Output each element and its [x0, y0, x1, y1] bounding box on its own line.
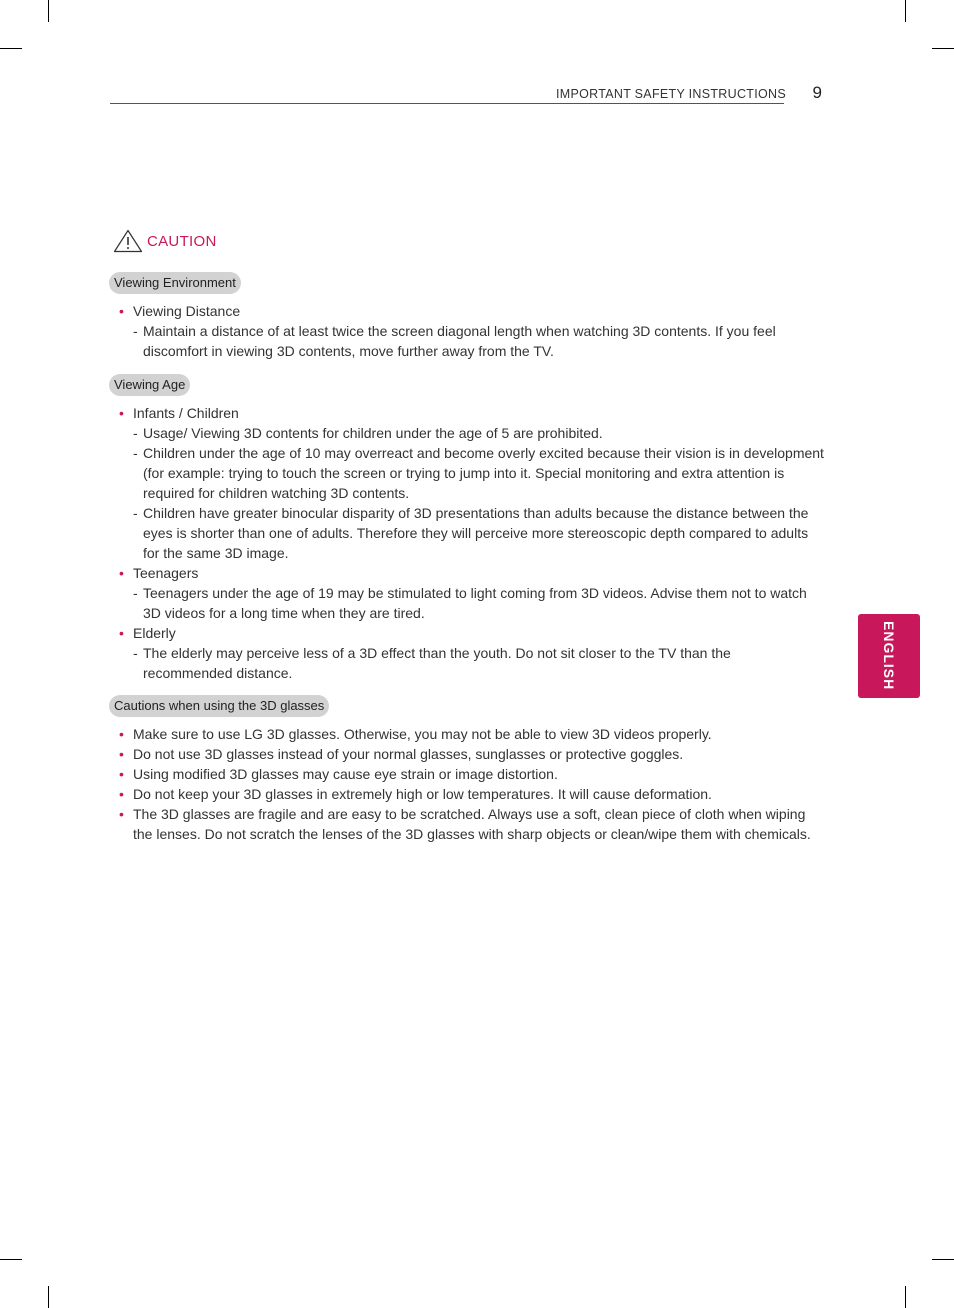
crop-mark	[905, 0, 906, 22]
dash-icon: -	[133, 645, 138, 661]
sub-item-text: Children under the age of 10 may overreact and become overly excited because their vision is in development (for example: trying to touch the screen or trying to jump into it. Special monitoring and extra attention is required for children watching 3D contents.	[143, 445, 824, 501]
sub-item-text: Children have greater binocular disparity of 3D presentations than adults because the distance between the eyes is shorter than one of adults. Therefore they will perceive more stereoscopic depth compared to adults for the same 3D image.	[143, 505, 809, 561]
bullet-icon: •	[119, 806, 124, 822]
list-item-label: Make sure to use LG 3D glasses. Otherwise, you may not be able to view 3D videos properly.	[133, 726, 712, 742]
dash-icon: -	[133, 445, 138, 461]
list-item	[119, 623, 824, 643]
dash-icon: -	[133, 585, 138, 601]
caution-heading	[113, 228, 217, 254]
list-item	[119, 804, 824, 844]
dash-icon: -	[133, 505, 138, 521]
crop-mark	[0, 1259, 22, 1260]
warning-triangle-icon	[113, 229, 143, 253]
list-item	[119, 724, 824, 744]
list-item	[119, 301, 824, 321]
list-item-label: Viewing Distance	[133, 303, 241, 319]
list-item-label: Teenagers	[133, 565, 199, 581]
section-heading-viewing-age: Viewing Age	[109, 374, 190, 396]
header-rule	[110, 103, 784, 104]
bullet-icon: •	[119, 405, 124, 421]
list-item	[119, 563, 824, 583]
caution-label: CAUTION	[147, 232, 217, 250]
bullet-icon: •	[119, 726, 124, 742]
list-item	[119, 764, 824, 784]
crop-mark	[932, 48, 954, 49]
bullet-icon: •	[119, 303, 124, 319]
sub-item	[119, 503, 824, 563]
bullet-icon: •	[119, 786, 124, 802]
section-heading-viewing-environment: Viewing Environment	[109, 272, 241, 294]
list-item	[119, 403, 824, 423]
crop-mark	[48, 1286, 49, 1308]
section-viewing-environment	[119, 301, 824, 361]
sub-item	[119, 643, 824, 683]
crop-mark	[905, 1286, 906, 1308]
sub-item	[119, 443, 824, 503]
crop-mark	[932, 1259, 954, 1260]
header-title: IMPORTANT SAFETY INSTRUCTIONS	[555, 87, 786, 101]
sub-item-text: Usage/ Viewing 3D contents for children under the age of 5 are prohibited.	[143, 425, 603, 441]
page-number: 9	[812, 83, 822, 102]
sub-item	[119, 423, 824, 443]
bullet-icon: •	[119, 746, 124, 762]
language-tab	[858, 614, 920, 698]
sub-item-text: Teenagers under the age of 19 may be stimulated to light coming from 3D videos. Advise them not to watch 3D videos for a long time when they are tired.	[143, 585, 807, 621]
bullet-icon: •	[119, 625, 124, 641]
bullet-icon: •	[119, 565, 124, 581]
sub-item	[119, 583, 824, 623]
sub-item-text: The elderly may perceive less of a 3D effect than the youth. Do not sit closer to the TV than the recommended distance.	[143, 645, 731, 681]
list-item-label: Using modified 3D glasses may cause eye strain or image distortion.	[133, 766, 558, 782]
dash-icon: -	[133, 425, 138, 441]
language-tab-label: ENGLISH	[881, 621, 897, 691]
crop-mark	[0, 48, 22, 49]
list-item-label: Elderly	[133, 625, 176, 641]
list-item-label: Infants / Children	[133, 405, 239, 421]
sub-item-text: Maintain a distance of at least twice the screen diagonal length when watching 3D contents. If you feel discomfort in viewing 3D contents, move further away from the TV.	[143, 323, 776, 359]
section-heading-3d-glasses: Cautions when using the 3D glasses	[109, 695, 329, 717]
dash-icon: -	[133, 323, 138, 339]
page-header	[110, 84, 822, 106]
section-3d-glasses	[119, 724, 824, 844]
crop-mark	[48, 0, 49, 22]
section-viewing-age	[119, 403, 824, 683]
list-item-label: Do not use 3D glasses instead of your normal glasses, sunglasses or protective goggles.	[133, 746, 684, 762]
list-item-label: Do not keep your 3D glasses in extremely high or low temperatures. It will cause deformation.	[133, 786, 712, 802]
bullet-icon: •	[119, 766, 124, 782]
list-item-label: The 3D glasses are fragile and are easy to be scratched. Always use a soft, clean piece of cloth when wiping the lenses. Do not scratch the lenses of the 3D glasses with sharp objects or clean/wipe them with chemicals.	[133, 806, 811, 842]
sub-item	[119, 321, 824, 361]
list-item	[119, 784, 824, 804]
list-item	[119, 744, 824, 764]
